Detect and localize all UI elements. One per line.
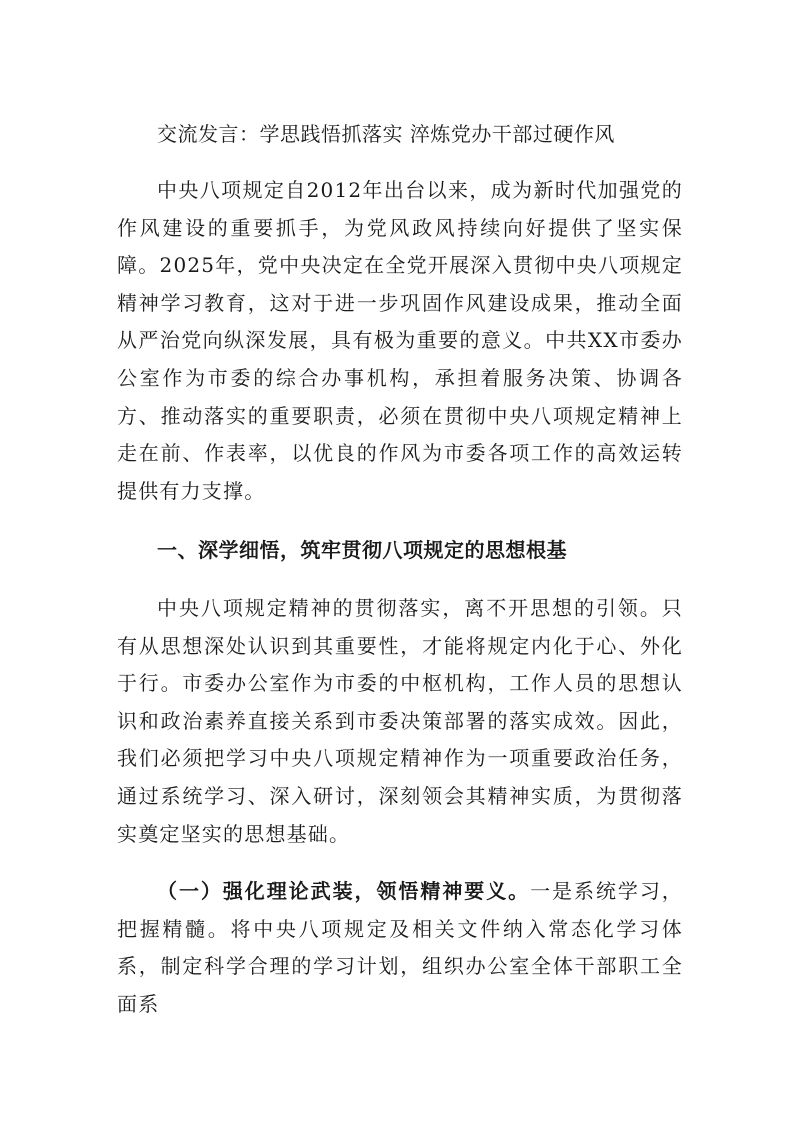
- document-page: [117, 118, 683, 1023]
- subsection-1-lead: （一）强化理论武装，领悟精神要义。: [157, 879, 531, 904]
- subsection-1-text: 一是系统学习，把握精髓。将中央八项规定及相关文件纳入常态化学习体系，制定科学合理的学习计划，组织办公室全体干部职工全面系: [117, 879, 683, 1016]
- document-title: 交流发言：学思践悟抓落实 淬炼党办干部过硬作风: [157, 122, 615, 146]
- intro-paragraph: 中央八项规定自2012年出台以来，成为新时代加强党的作风建设的重要抓手，为党风政风持续向好提供了坚实保障。2025年，党中央决定在全党开展深入贯彻中央八项规定精神学习教育，这对于进一步巩固作风建设成果，推动全面从严治党向纵深发展，具有极为重要的意义。中共XX市委办公室作为市委的综合办事机构，承担着服务决策、协调各方、推动落实的重要职责，必须在贯彻中央八项规定精神上走在前、作表率，以优良的作风为市委各项工作的高效运转提供有力支撑。: [117, 178, 683, 503]
- section-heading-1: 一、深学细悟，筑牢贯彻八项规定的思想根基: [157, 538, 567, 563]
- section-1-paragraph: 中央八项规定精神的贯彻落实，离不开思想的引领。只有从思想深处认识到其重要性，才能将规定内化于心、外化于行。市委办公室作为市委的中枢机构，工作人员的思想认识和政治素养直接关系到市委决策部署的落实成效。因此，我们必须把学习中央八项规定精神作为一项重要政治任务，通过系统学习、深入研讨，深刻领会其精神实质，为贯彻落实奠定坚实的思想基础。: [117, 595, 683, 846]
- subsection-1-paragraph: [117, 873, 683, 1023]
